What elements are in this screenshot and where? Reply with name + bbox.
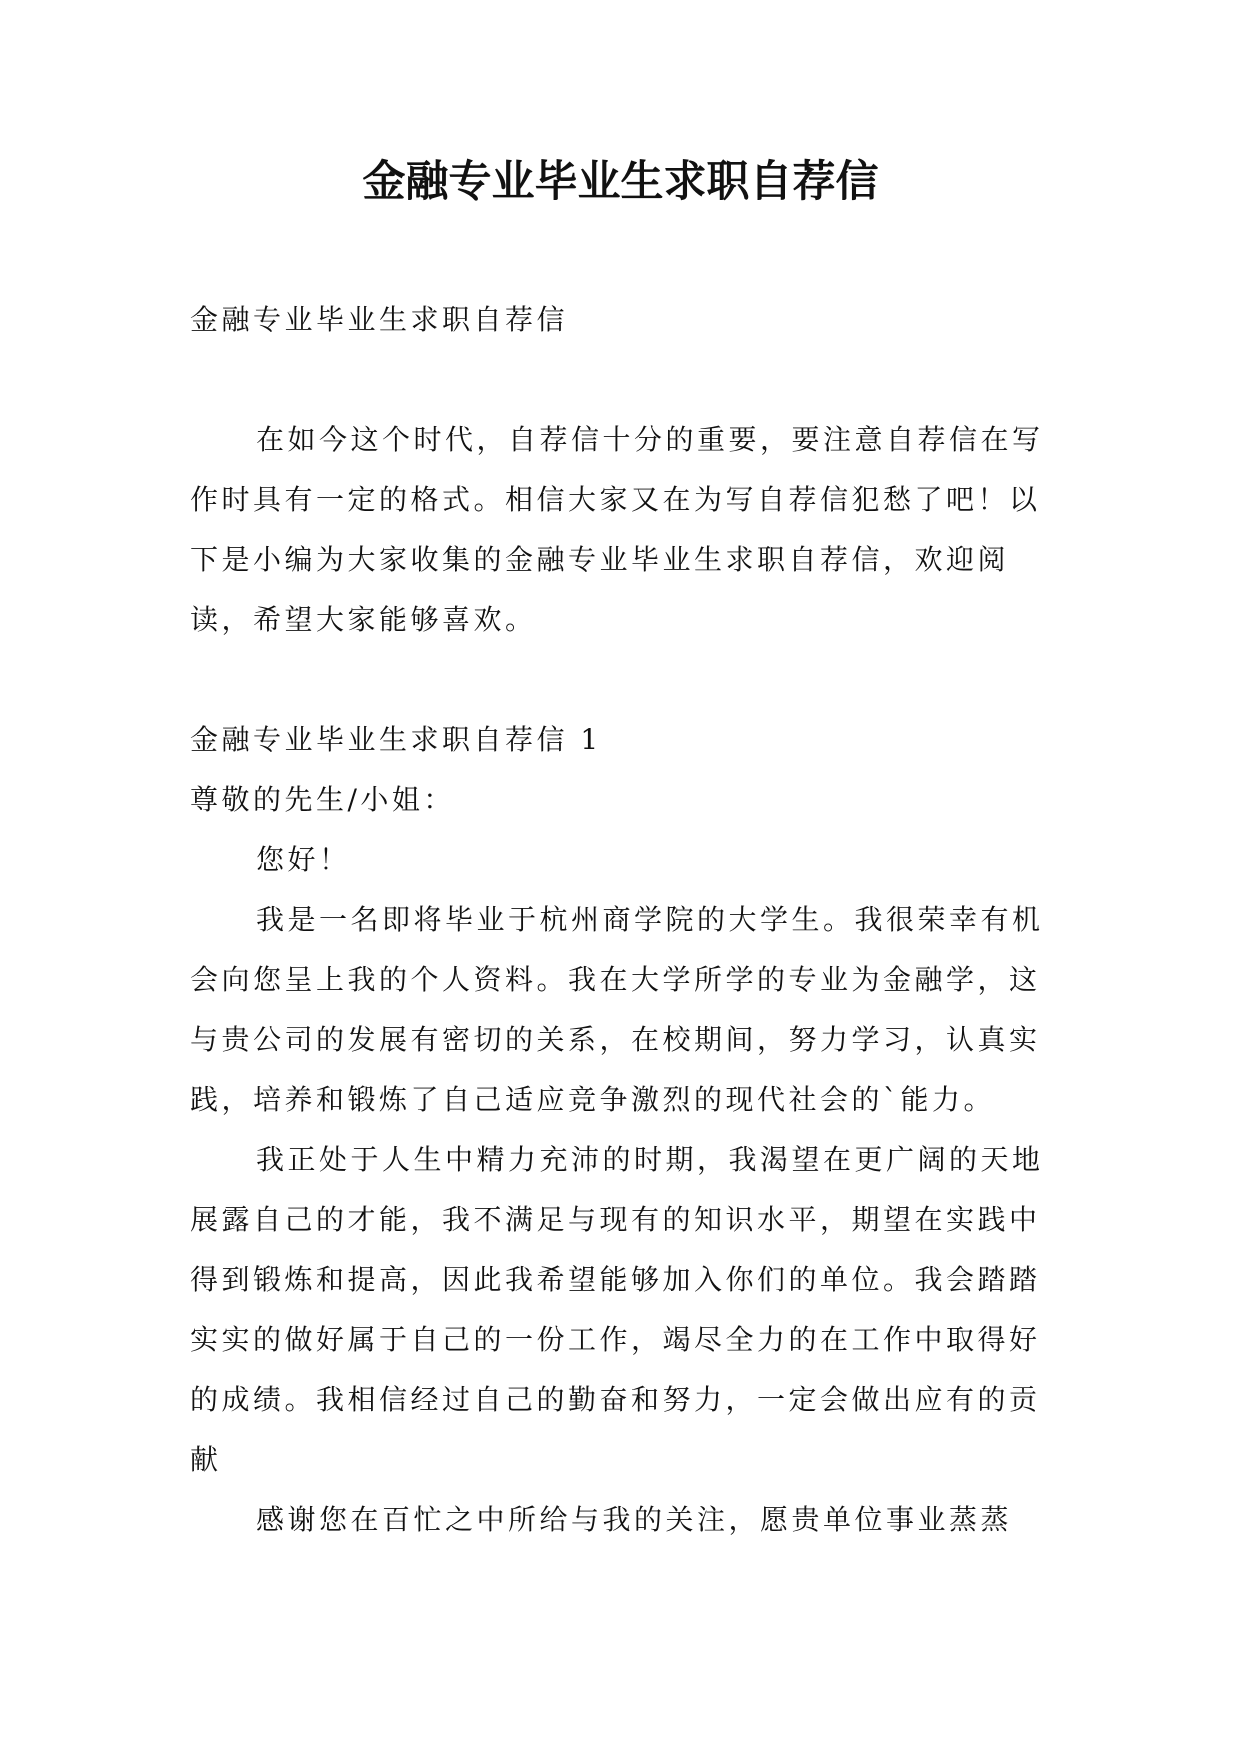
- body-paragraph: 我正处于人生中精力充沛的时期，我渴望在更广阔的天地展露自己的才能，我不满足与现有的知识水平，期望在实践中得到锻炼和提高，因此我希望能够加入你们的单位。我会踏踏实实的做好属于自己的一份工作，竭尽全力的在工作中取得好的成绩。我相信经过自己的勤奋和努力，一定会做出应有的贡献: [190, 1143, 1044, 1476]
- body-paragraph: 感谢您在百忙之中所给与我的关注，愿贵单位事业蒸蒸: [256, 1503, 1013, 1536]
- letter-heading: 金融专业毕业生求职自荐信 1: [190, 723, 602, 756]
- letter-salutation: 尊敬的先生/小姐：: [190, 783, 455, 816]
- document-body: [190, 290, 1070, 1550]
- document-subtitle: 金融专业毕业生求职自荐信: [190, 303, 569, 336]
- page-title: 金融专业毕业生求职自荐信: [362, 157, 879, 207]
- letter-greeting: 您好！: [256, 843, 351, 876]
- intro-paragraph: 在如今这个时代，自荐信十分的重要，要注意自荐信在写作时具有一定的格式。相信大家又在为写自荐信犯愁了吧！以下是小编为大家收集的金融专业毕业生求职自荐信，欢迎阅读，希望大家能够喜欢。: [190, 423, 1044, 636]
- body-paragraph: 我是一名即将毕业于杭州商学院的大学生。我很荣幸有机会向您呈上我的个人资料。我在大学所学的专业为金融学，这与贵公司的发展有密切的关系，在校期间，努力学习，认真实践，培养和锻炼了自己适应竞争激烈的现代社会的`能力。: [190, 903, 1044, 1116]
